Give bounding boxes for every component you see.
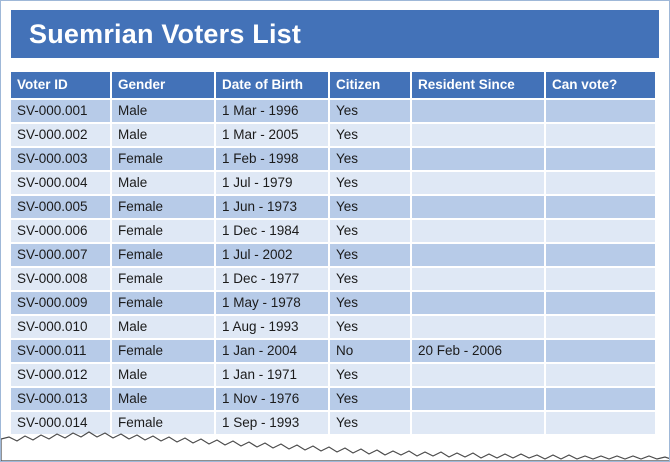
- cell-voter-id: SV-000.009: [11, 291, 111, 315]
- table-row: [11, 267, 655, 291]
- cell-voter-id: SV-000.012: [11, 363, 111, 387]
- table-row: [11, 219, 655, 243]
- cell-date-of-birth: 1 Mar - 2005: [215, 123, 329, 147]
- table-row: [11, 99, 655, 123]
- cell-voter-id: SV-000.005: [11, 195, 111, 219]
- cell-citizen: Yes: [329, 387, 411, 411]
- table-container: [11, 72, 659, 436]
- cell-resident-since: [411, 147, 545, 171]
- cell-voter-id: SV-000.001: [11, 99, 111, 123]
- cell-resident-since: [411, 195, 545, 219]
- cell-date-of-birth: 1 Jan - 2004: [215, 339, 329, 363]
- cell-resident-since: [411, 171, 545, 195]
- cell-can-vote: [545, 171, 655, 195]
- cell-date-of-birth: 1 Jul - 2002: [215, 243, 329, 267]
- cell-gender: Male: [111, 123, 215, 147]
- cell-can-vote: [545, 195, 655, 219]
- cell-can-vote: [545, 315, 655, 339]
- cell-gender: Male: [111, 315, 215, 339]
- cell-citizen: Yes: [329, 123, 411, 147]
- cell-resident-since: [411, 387, 545, 411]
- cell-voter-id: SV-000.002: [11, 123, 111, 147]
- table-row: [11, 411, 655, 435]
- cell-date-of-birth: 1 Mar - 1996: [215, 99, 329, 123]
- table-row: [11, 147, 655, 171]
- title-banner: [11, 10, 659, 58]
- cell-date-of-birth: 1 Nov - 1976: [215, 387, 329, 411]
- cell-resident-since: [411, 267, 545, 291]
- cell-voter-id: SV-000.013: [11, 387, 111, 411]
- cell-date-of-birth: 1 Sep - 1993: [215, 411, 329, 435]
- cell-resident-since: [411, 243, 545, 267]
- cell-voter-id: SV-000.003: [11, 147, 111, 171]
- cell-voter-id: SV-000.007: [11, 243, 111, 267]
- column-header-resident-since: Resident Since: [411, 72, 545, 99]
- table-row: [11, 363, 655, 387]
- cell-date-of-birth: 1 Dec - 1977: [215, 267, 329, 291]
- table-row: [11, 195, 655, 219]
- cell-date-of-birth: 1 Jul - 1979: [215, 171, 329, 195]
- cell-gender: Female: [111, 267, 215, 291]
- cell-gender: Male: [111, 387, 215, 411]
- cell-voter-id: SV-000.010: [11, 315, 111, 339]
- cell-citizen: Yes: [329, 243, 411, 267]
- cell-date-of-birth: 1 Jun - 1973: [215, 195, 329, 219]
- cell-citizen: Yes: [329, 171, 411, 195]
- cell-citizen: Yes: [329, 195, 411, 219]
- cell-can-vote: [545, 411, 655, 435]
- column-header-citizen: Citizen: [329, 72, 411, 99]
- cell-citizen: Yes: [329, 219, 411, 243]
- table-row: [11, 315, 655, 339]
- cell-gender: Male: [111, 99, 215, 123]
- cell-gender: Male: [111, 171, 215, 195]
- page-title: Suemrian Voters List: [29, 18, 302, 49]
- table-header-row: [11, 72, 655, 99]
- cell-citizen: Yes: [329, 147, 411, 171]
- table-row: [11, 339, 655, 363]
- table-row: [11, 387, 655, 411]
- cell-resident-since: 20 Feb - 2006: [411, 339, 545, 363]
- cell-resident-since: [411, 99, 545, 123]
- cell-gender: Female: [111, 195, 215, 219]
- cell-date-of-birth: 1 May - 1978: [215, 291, 329, 315]
- table-row: [11, 291, 655, 315]
- cell-can-vote: [545, 147, 655, 171]
- cell-gender: Female: [111, 411, 215, 435]
- cell-can-vote: [545, 267, 655, 291]
- column-header-date-of-birth: Date of Birth: [215, 72, 329, 99]
- cell-voter-id: SV-000.006: [11, 219, 111, 243]
- cell-voter-id: SV-000.004: [11, 171, 111, 195]
- cell-date-of-birth: 1 Jan - 1971: [215, 363, 329, 387]
- cell-resident-since: [411, 219, 545, 243]
- cell-can-vote: [545, 243, 655, 267]
- table-row: [11, 171, 655, 195]
- column-header-can-vote: Can vote?: [545, 72, 655, 99]
- cell-gender: Female: [111, 291, 215, 315]
- cell-can-vote: [545, 387, 655, 411]
- cell-citizen: Yes: [329, 411, 411, 435]
- cell-resident-since: [411, 363, 545, 387]
- cell-voter-id: SV-000.008: [11, 267, 111, 291]
- cell-gender: Male: [111, 363, 215, 387]
- table-row: [11, 123, 655, 147]
- column-header-voter-id: Voter ID: [11, 72, 111, 99]
- cell-can-vote: [545, 339, 655, 363]
- cell-voter-id: SV-000.014: [11, 411, 111, 435]
- cell-citizen: Yes: [329, 99, 411, 123]
- cell-citizen: Yes: [329, 315, 411, 339]
- voters-table: [11, 72, 655, 436]
- table-header: [11, 72, 655, 99]
- cell-resident-since: [411, 411, 545, 435]
- cell-citizen: No: [329, 339, 411, 363]
- cell-resident-since: [411, 315, 545, 339]
- cell-can-vote: [545, 219, 655, 243]
- cell-citizen: Yes: [329, 291, 411, 315]
- cell-date-of-birth: 1 Dec - 1984: [215, 219, 329, 243]
- cell-can-vote: [545, 123, 655, 147]
- cell-gender: Female: [111, 147, 215, 171]
- table-body: [11, 99, 655, 435]
- cell-gender: Female: [111, 243, 215, 267]
- cell-citizen: Yes: [329, 267, 411, 291]
- cell-voter-id: SV-000.011: [11, 339, 111, 363]
- cell-can-vote: [545, 363, 655, 387]
- cell-gender: Female: [111, 219, 215, 243]
- table-row: [11, 243, 655, 267]
- cell-gender: Female: [111, 339, 215, 363]
- cell-can-vote: [545, 291, 655, 315]
- cell-can-vote: [545, 99, 655, 123]
- cell-citizen: Yes: [329, 363, 411, 387]
- bottom-fade: [11, 443, 661, 461]
- cell-date-of-birth: 1 Aug - 1993: [215, 315, 329, 339]
- cell-resident-since: [411, 123, 545, 147]
- column-header-gender: Gender: [111, 72, 215, 99]
- cell-date-of-birth: 1 Feb - 1998: [215, 147, 329, 171]
- cell-resident-since: [411, 291, 545, 315]
